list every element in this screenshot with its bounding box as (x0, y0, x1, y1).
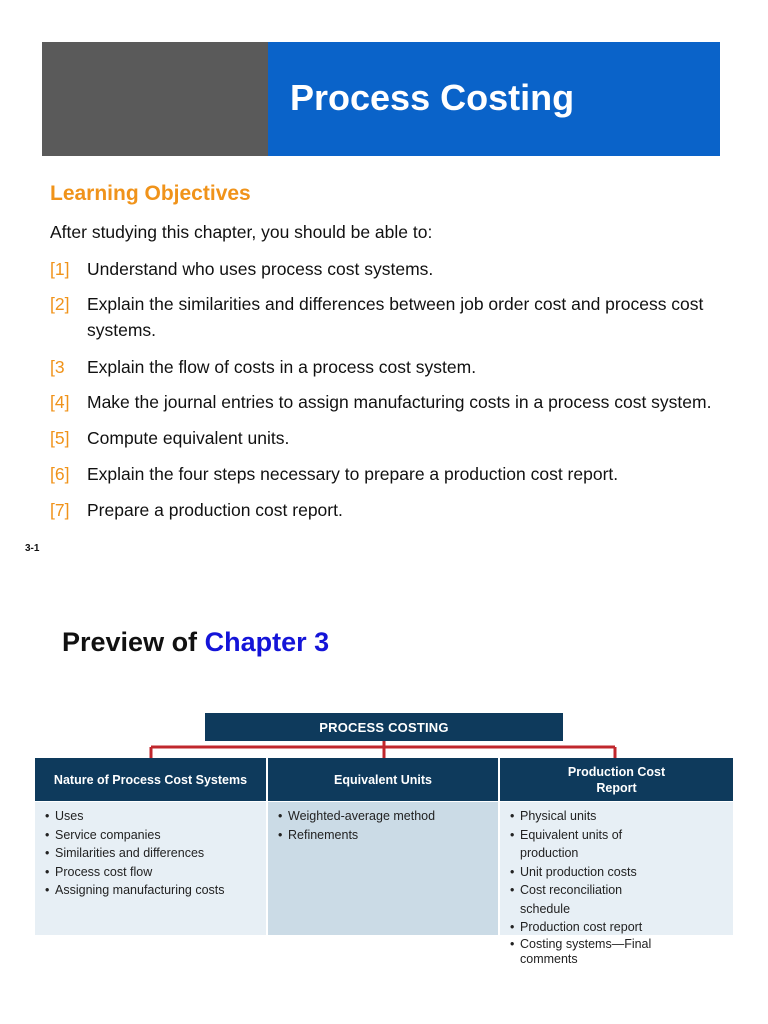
objective-text: Explain the flow of costs in a process cost system. (87, 357, 477, 377)
page-title: Process Costing (290, 77, 575, 118)
list-item: • Physical units (510, 807, 673, 826)
list-item: • Process cost flow (45, 863, 258, 882)
column-header-production-cost-report (500, 758, 733, 801)
list-item: • Assigning manufacturing costs (45, 881, 258, 900)
list-item: • Production cost report (510, 918, 673, 937)
objective-text: Explain the four steps necessary to prepare a production cost report. (87, 464, 619, 484)
column-body-nature (35, 802, 266, 935)
objective-number: [1] (50, 259, 70, 279)
objective-number: [4] (50, 392, 70, 412)
objective-number: [2] (50, 294, 70, 314)
column-body-equivalent-units (268, 802, 498, 935)
list-item: • Uses (45, 807, 258, 826)
objective-text: Prepare a production cost report. (87, 500, 343, 520)
list-item: • Costing systems—Final comments (510, 937, 673, 968)
preview-heading-chapter: Chapter 3 (204, 627, 330, 657)
column-body-production-cost-report (500, 802, 733, 966)
list-item: • Service companies (45, 826, 258, 845)
objective-text: Understand who uses process cost systems. (87, 259, 434, 279)
list-item: • Equivalent units of production (510, 826, 673, 863)
preview-heading-prefix: Preview of (62, 627, 198, 657)
list-item: • Similarities and differences (45, 844, 258, 863)
objectives-intro: After studying this chapter, you should be able to: (50, 222, 433, 242)
list-item: • Cost reconciliation schedule (510, 881, 673, 918)
list-item: • Refinements (278, 826, 490, 845)
objective-number: [6] (50, 464, 70, 484)
learning-objectives-heading: Learning Objectives (50, 182, 251, 205)
diagram-root-box: PROCESS COSTING (205, 713, 563, 741)
objective-number: [7] (50, 500, 70, 520)
list-item: • Weighted-average method (278, 807, 490, 826)
objective-text: Make the journal entries to assign manufacturing costs in a process cost system. (87, 392, 712, 412)
list-item: • Unit production costs (510, 863, 673, 882)
objective-number: [5] (50, 428, 70, 448)
objective-text: Explain the similarities and differences between job order cost and process cost systems. (87, 294, 704, 340)
objective-number: [3 (50, 357, 65, 377)
objective-text: Compute equivalent units. (87, 428, 290, 448)
column-header-nature: Nature of Process Cost Systems (35, 758, 266, 801)
column-header-equivalent-units: Equivalent Units (268, 758, 498, 801)
column-header-text: Production Cost Report (567, 764, 666, 795)
page-number: 3-1 (25, 543, 40, 554)
